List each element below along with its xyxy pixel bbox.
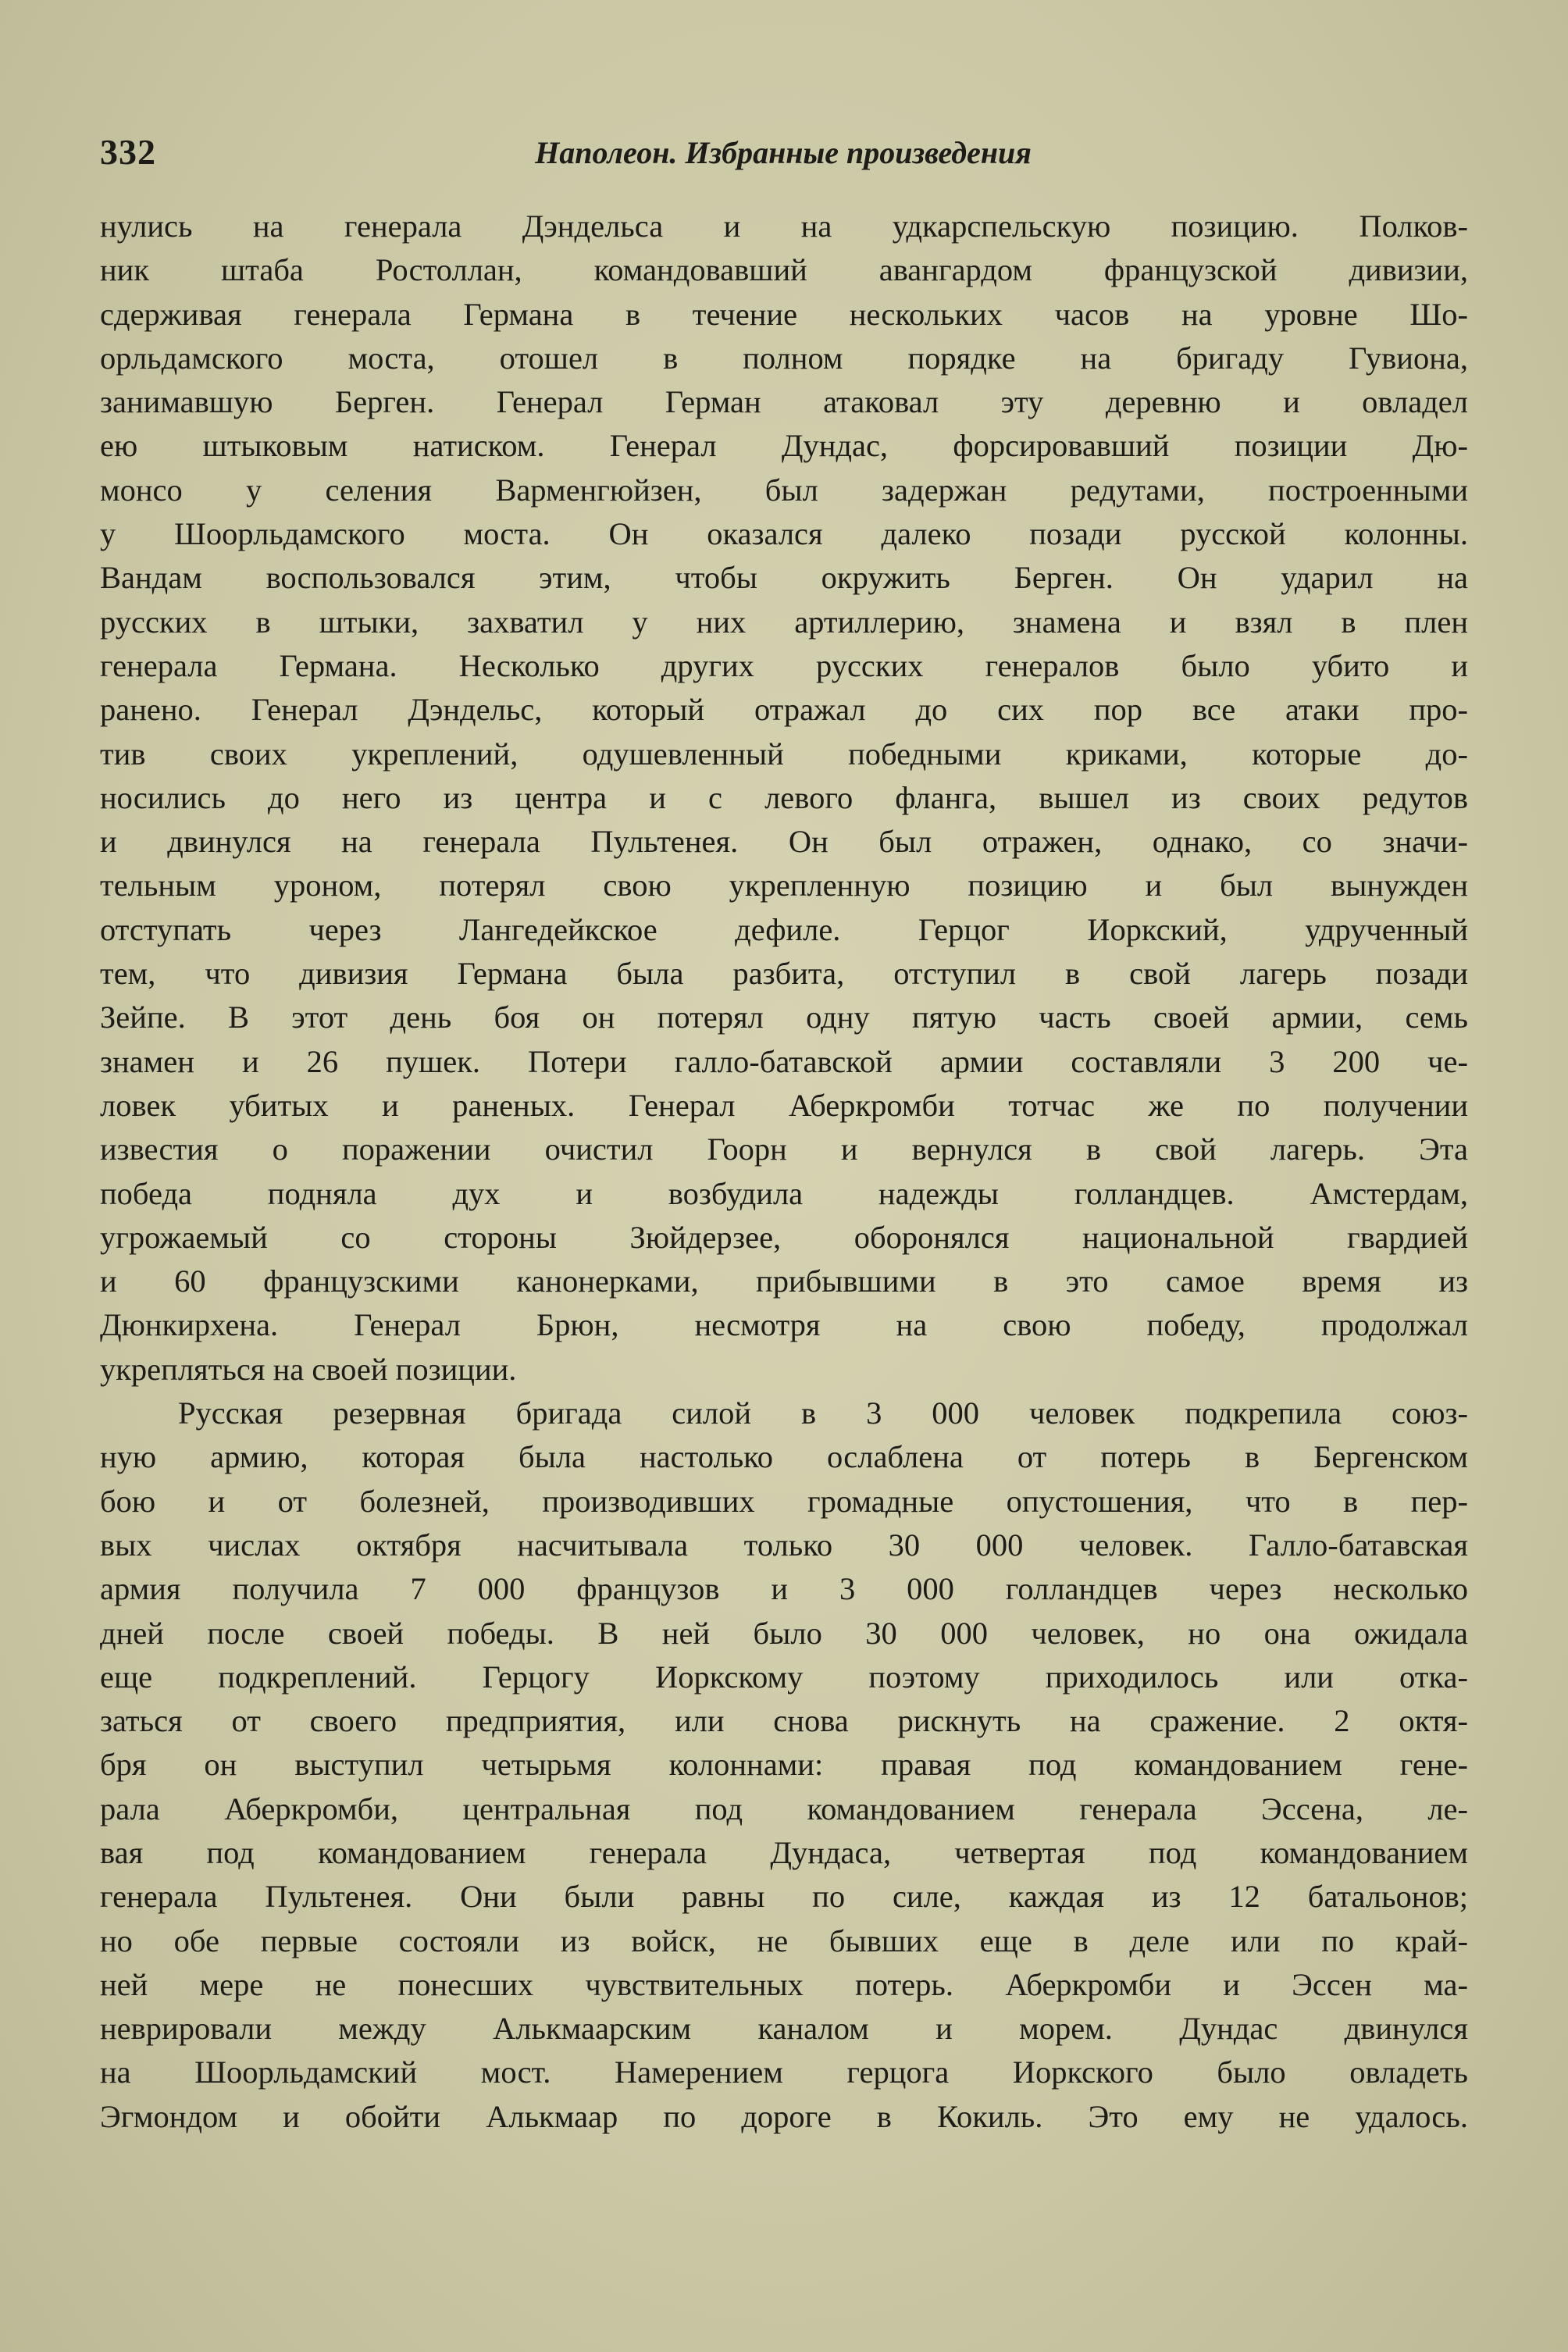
text-line: известия о поражении очистил Гоорн и вернулся в свой лагерь. Эта: [100, 1131, 1468, 1167]
text-line: угрожаемый со стороны Зюйдерзее, оборонялся национальной гвардией: [100, 1219, 1468, 1255]
text-line: Эгмондом и обойти Алькмаар по дороге в Кокиль. Это ему не удалось.: [100, 2098, 1468, 2134]
text-line: победа подняла дух и возбудила надежды голландцев. Амстердам,: [100, 1175, 1468, 1211]
text-line: орльдамского моста, отошел в полном порядке на бригаду Гувиона,: [100, 340, 1468, 376]
text-line: сдерживая генерала Германа в течение нескольких часов на уровне Шо-: [100, 296, 1468, 332]
text-line: ею штыковым натиском. Генерал Дундас, форсировавший позиции Дю-: [100, 428, 1468, 464]
text-line: у Шоорльдамского моста. Он оказался далеко позади русской колонны.: [100, 516, 1468, 552]
text-line: еще подкреплений. Герцогу Иоркскому поэтому приходилось или отка-: [100, 1659, 1468, 1695]
text-line: вая под командованием генерала Дундаса, четвертая под командованием: [100, 1834, 1468, 1870]
text-line: Дюнкирхена. Генерал Брюн, несмотря на свою победу, продолжал: [100, 1307, 1468, 1343]
text-line: генерала Германа. Несколько других русских генералов было убито и: [100, 647, 1468, 683]
text-line: Русская резервная бригада силой в 3 000 человек подкрепила союз-: [178, 1395, 1468, 1431]
text-line: генерала Пультенея. Они были равны по силе, каждая из 12 батальонов;: [100, 1879, 1468, 1915]
text-line: бою и от болезней, производивших громадные опустошения, что в пер-: [100, 1483, 1468, 1519]
text-line: ней мере не понесших чувствительных потерь. Аберкромби и Эссен ма-: [100, 1966, 1468, 2002]
text-line: ранено. Генерал Дэндельс, который отражал до сих пор все атаки про-: [100, 692, 1468, 728]
text-line: на Шоорльдамский мост. Намерением герцога Иоркского было овладеть: [100, 2054, 1468, 2090]
text-line: монсо у селения Варменгюйзен, был задержан редутами, построенными: [100, 472, 1468, 508]
text-line: заться от своего предприятия, или снова рискнуть на сражение. 2 октя-: [100, 1703, 1468, 1739]
text-line: русских в штыки, захватил у них артиллерию, знамена и взял в плен: [100, 604, 1468, 640]
text-line: Вандам воспользовался этим, чтобы окружить Берген. Он ударил на: [100, 560, 1468, 596]
text-line: Зейпе. В этот день боя он потерял одну пятую часть своей армии, семь: [100, 1000, 1468, 1035]
body-text: [100, 205, 1468, 2139]
text-line: и 60 французскими канонерками, прибывшими в это самое время из: [100, 1263, 1468, 1299]
text-line: носились до него из центра и с левого фланга, вышел из своих редутов: [100, 779, 1468, 815]
text-line: и двинулся на генерала Пультенея. Он был отражен, однако, со значи-: [100, 824, 1468, 860]
text-line: вых числах октября насчитывала только 30 000 человек. Галло-батавская: [100, 1527, 1468, 1563]
text-line: занимавшую Берген. Генерал Герман атаковал эту деревню и овладел: [100, 384, 1468, 420]
text-line: армия получила 7 000 французов и 3 000 голландцев через несколько: [100, 1571, 1468, 1607]
text-line: ник штаба Ростоллан, командовавший авангардом французской дивизии,: [100, 252, 1468, 288]
running-title: Наполеон. Избранные произведения: [535, 135, 1032, 170]
page-header: [100, 131, 1466, 186]
text-line: укрепляться на своей позиции.: [100, 1351, 517, 1387]
text-line: тельным уроном, потерял свою укрепленную позицию и был вынужден: [100, 868, 1468, 903]
text-line: ную армию, которая была настолько ослаблена от потерь в Бергенском: [100, 1439, 1468, 1475]
text-line: тив своих укреплений, одушевленный победными криками, которые до-: [100, 736, 1468, 772]
page-number: 332: [100, 132, 156, 172]
text-line: но обе первые состояли из войск, не бывших еще в деле или по край-: [100, 1923, 1468, 1958]
paragraph-1: [100, 205, 1468, 1392]
text-line: ловек убитых и раненых. Генерал Аберкромби тотчас же по получении: [100, 1087, 1468, 1123]
text-line: дней после своей победы. В ней было 30 000 человек, но она ожидала: [100, 1615, 1468, 1651]
text-line: отступать через Лангедейкское дефиле. Герцог Иоркский, удрученный: [100, 911, 1468, 947]
text-line: бря он выступил четырьмя колоннами: правая под командованием гене-: [100, 1747, 1468, 1783]
paragraph-2: [100, 1392, 1468, 2139]
text-line: неврировали между Алькмаарским каналом и морем. Дундас двинулся: [100, 2011, 1468, 2047]
text-line: знамен и 26 пушек. Потери галло-батавской армии составляли 3 200 че-: [100, 1043, 1468, 1079]
text-line: тем, что дивизия Германа была разбита, отступил в свой лагерь позади: [100, 956, 1468, 992]
text-line: нулись на генерала Дэндельса и на удкарспельскую позицию. Полков-: [100, 208, 1468, 244]
text-line: рала Аберкромби, центральная под командованием генерала Эссена, ле-: [100, 1791, 1468, 1826]
